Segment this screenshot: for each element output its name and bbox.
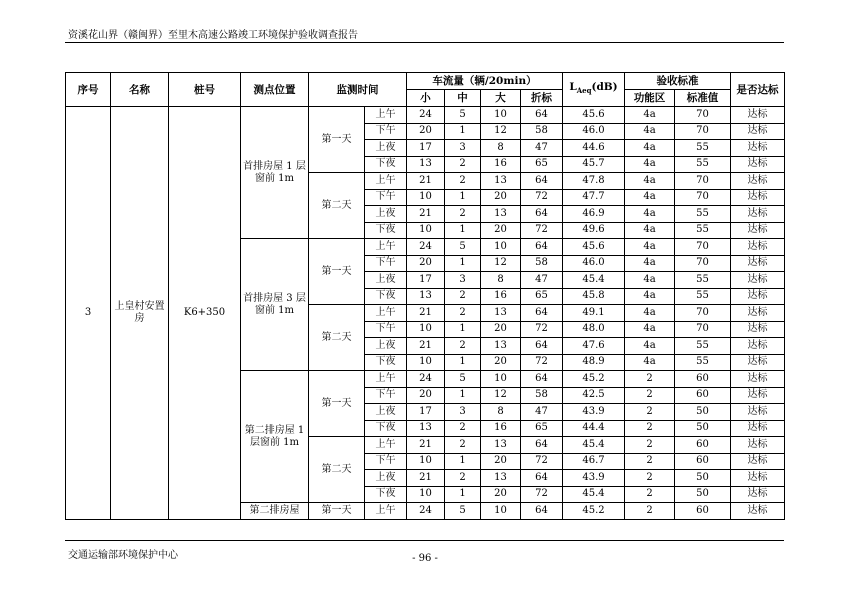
cell-zone: 2 — [625, 404, 675, 421]
cell-period: 下夜 — [365, 222, 407, 239]
cell-compliant: 达标 — [731, 206, 785, 223]
footer-organization: 交通运输部环境保护中心 — [68, 550, 178, 561]
cell-small: 21 — [407, 173, 445, 190]
cell-zone: 2 — [625, 486, 675, 503]
cell-point: 首排房屋 1 层窗前 1m — [241, 107, 309, 239]
cell-small: 13 — [407, 420, 445, 437]
cell-limit: 55 — [675, 222, 731, 239]
cell-laeq: 44.6 — [563, 140, 625, 157]
cell-laeq: 45.2 — [563, 371, 625, 388]
cell-zone: 4a — [625, 173, 675, 190]
cell-zone: 4a — [625, 305, 675, 322]
cell-large: 10 — [481, 371, 521, 388]
cell-limit: 55 — [675, 288, 731, 305]
col-header-stake: 桩号 — [169, 73, 241, 107]
cell-medium: 2 — [445, 173, 481, 190]
cell-point: 首排房屋 3 层窗前 1m — [241, 239, 309, 371]
cell-medium: 1 — [445, 387, 481, 404]
cell-small: 13 — [407, 288, 445, 305]
cell-zone: 4a — [625, 239, 675, 256]
cell-compliant: 达标 — [731, 503, 785, 520]
cell-limit: 50 — [675, 420, 731, 437]
cell-small: 17 — [407, 140, 445, 157]
cell-compliant: 达标 — [731, 140, 785, 157]
cell-zone: 4a — [625, 222, 675, 239]
cell-compliant: 达标 — [731, 486, 785, 503]
cell-medium: 1 — [445, 354, 481, 371]
cell-small: 24 — [407, 503, 445, 520]
cell-limit: 60 — [675, 503, 731, 520]
cell-medium: 1 — [445, 321, 481, 338]
cell-zone: 4a — [625, 354, 675, 371]
cell-limit: 55 — [675, 338, 731, 355]
noise-monitoring-table — [65, 72, 785, 520]
cell-large: 20 — [481, 189, 521, 206]
cell-large: 13 — [481, 338, 521, 355]
cell-small: 13 — [407, 156, 445, 173]
cell-laeq: 49.6 — [563, 222, 625, 239]
cell-laeq: 43.9 — [563, 404, 625, 421]
cell-compliant: 达标 — [731, 239, 785, 256]
col-header-converted: 折标 — [521, 90, 563, 107]
cell-laeq: 45.6 — [563, 239, 625, 256]
header-divider — [65, 42, 784, 43]
cell-limit: 70 — [675, 321, 731, 338]
cell-small: 17 — [407, 272, 445, 289]
cell-zone: 2 — [625, 470, 675, 487]
cell-zone: 4a — [625, 189, 675, 206]
cell-small: 21 — [407, 470, 445, 487]
cell-period: 上午 — [365, 503, 407, 520]
cell-laeq: 46.7 — [563, 453, 625, 470]
cell-limit: 60 — [675, 437, 731, 454]
cell-compliant: 达标 — [731, 189, 785, 206]
cell-small: 10 — [407, 486, 445, 503]
cell-small: 20 — [407, 255, 445, 272]
cell-period: 上夜 — [365, 470, 407, 487]
col-header-time: 监测时间 — [309, 73, 407, 107]
cell-small: 10 — [407, 189, 445, 206]
col-header-zone: 功能区 — [625, 90, 675, 107]
cell-small: 20 — [407, 123, 445, 140]
cell-small: 21 — [407, 305, 445, 322]
cell-compliant: 达标 — [731, 222, 785, 239]
cell-period: 下午 — [365, 321, 407, 338]
cell-zone: 4a — [625, 140, 675, 157]
cell-medium: 2 — [445, 206, 481, 223]
cell-period: 下午 — [365, 453, 407, 470]
cell-period: 下午 — [365, 123, 407, 140]
cell-medium: 5 — [445, 107, 481, 124]
col-header-small: 小 — [407, 90, 445, 107]
cell-laeq: 48.9 — [563, 354, 625, 371]
col-header-laeq: $L_{Aeq}(dB)$ — [563, 73, 625, 107]
cell-limit: 70 — [675, 123, 731, 140]
table-row — [66, 107, 785, 124]
cell-converted: 64 — [521, 470, 563, 487]
cell-small: 10 — [407, 321, 445, 338]
cell-zone: 2 — [625, 420, 675, 437]
cell-medium: 2 — [445, 338, 481, 355]
cell-large: 10 — [481, 239, 521, 256]
cell-compliant: 达标 — [731, 255, 785, 272]
cell-zone: 4a — [625, 107, 675, 124]
cell-compliant: 达标 — [731, 305, 785, 322]
cell-large: 20 — [481, 321, 521, 338]
cell-large: 8 — [481, 272, 521, 289]
cell-compliant: 达标 — [731, 453, 785, 470]
cell-compliant: 达标 — [731, 437, 785, 454]
cell-small: 24 — [407, 239, 445, 256]
cell-small: 17 — [407, 404, 445, 421]
cell-converted: 47 — [521, 272, 563, 289]
cell-large: 13 — [481, 206, 521, 223]
cell-period: 上夜 — [365, 404, 407, 421]
cell-laeq: 45.4 — [563, 272, 625, 289]
cell-laeq: 45.8 — [563, 288, 625, 305]
cell-medium: 2 — [445, 420, 481, 437]
table-body — [66, 107, 785, 520]
cell-laeq: 49.1 — [563, 305, 625, 322]
cell-period: 上夜 — [365, 140, 407, 157]
cell-large: 10 — [481, 107, 521, 124]
cell-medium: 2 — [445, 156, 481, 173]
cell-large: 12 — [481, 387, 521, 404]
cell-small: 10 — [407, 222, 445, 239]
cell-small: 24 — [407, 371, 445, 388]
cell-day: 第一天 — [309, 239, 365, 305]
cell-seq: 3 — [66, 107, 111, 520]
cell-large: 20 — [481, 453, 521, 470]
cell-converted: 58 — [521, 123, 563, 140]
cell-limit: 70 — [675, 107, 731, 124]
cell-zone: 2 — [625, 453, 675, 470]
cell-limit: 55 — [675, 354, 731, 371]
cell-laeq: 48.0 — [563, 321, 625, 338]
cell-period: 下夜 — [365, 156, 407, 173]
cell-medium: 1 — [445, 222, 481, 239]
cell-small: 21 — [407, 437, 445, 454]
cell-period: 上午 — [365, 437, 407, 454]
cell-compliant: 达标 — [731, 272, 785, 289]
cell-day: 第一天 — [309, 371, 365, 437]
cell-compliant: 达标 — [731, 387, 785, 404]
cell-compliant: 达标 — [731, 470, 785, 487]
col-header-standard: 验收标准 — [625, 73, 731, 90]
col-header-compliant: 是否达标 — [731, 73, 785, 107]
cell-converted: 64 — [521, 173, 563, 190]
cell-limit: 70 — [675, 189, 731, 206]
cell-limit: 55 — [675, 206, 731, 223]
col-header-traffic: 车流量（辆/20min） — [407, 73, 563, 90]
cell-compliant: 达标 — [731, 420, 785, 437]
cell-period: 上午 — [365, 173, 407, 190]
cell-medium: 1 — [445, 453, 481, 470]
cell-day: 第一天 — [309, 107, 365, 173]
cell-laeq: 45.4 — [563, 437, 625, 454]
cell-laeq: 45.6 — [563, 107, 625, 124]
cell-medium: 2 — [445, 437, 481, 454]
cell-laeq: 45.4 — [563, 486, 625, 503]
cell-limit: 50 — [675, 486, 731, 503]
cell-limit: 60 — [675, 387, 731, 404]
cell-large: 13 — [481, 173, 521, 190]
cell-day: 第二天 — [309, 305, 365, 371]
cell-large: 8 — [481, 140, 521, 157]
cell-laeq: 46.0 — [563, 255, 625, 272]
cell-medium: 5 — [445, 371, 481, 388]
cell-large: 16 — [481, 288, 521, 305]
cell-large: 12 — [481, 123, 521, 140]
cell-large: 8 — [481, 404, 521, 421]
cell-laeq: 47.8 — [563, 173, 625, 190]
cell-converted: 58 — [521, 387, 563, 404]
cell-limit: 60 — [675, 453, 731, 470]
cell-compliant: 达标 — [731, 371, 785, 388]
cell-stake: K6+350 — [169, 107, 241, 520]
cell-compliant: 达标 — [731, 156, 785, 173]
cell-limit: 70 — [675, 173, 731, 190]
cell-zone: 2 — [625, 371, 675, 388]
cell-converted: 64 — [521, 371, 563, 388]
cell-period: 下夜 — [365, 288, 407, 305]
cell-zone: 4a — [625, 272, 675, 289]
cell-limit: 55 — [675, 140, 731, 157]
cell-limit: 70 — [675, 305, 731, 322]
cell-point: 第二排房屋 1 层窗前 1m — [241, 371, 309, 503]
cell-laeq: 42.5 — [563, 387, 625, 404]
cell-compliant: 达标 — [731, 338, 785, 355]
cell-laeq: 44.4 — [563, 420, 625, 437]
cell-laeq: 47.6 — [563, 338, 625, 355]
cell-compliant: 达标 — [731, 404, 785, 421]
cell-laeq: 43.9 — [563, 470, 625, 487]
cell-compliant: 达标 — [731, 288, 785, 305]
cell-period: 上夜 — [365, 338, 407, 355]
cell-converted: 64 — [521, 305, 563, 322]
cell-large: 20 — [481, 486, 521, 503]
cell-small: 21 — [407, 338, 445, 355]
cell-period: 下夜 — [365, 420, 407, 437]
footer-divider — [65, 540, 784, 541]
cell-period: 上午 — [365, 371, 407, 388]
cell-medium: 1 — [445, 189, 481, 206]
cell-limit: 50 — [675, 470, 731, 487]
cell-converted: 47 — [521, 140, 563, 157]
cell-point: 第二排房屋 — [241, 503, 309, 520]
cell-limit: 55 — [675, 272, 731, 289]
cell-laeq: 46.9 — [563, 206, 625, 223]
cell-converted: 64 — [521, 338, 563, 355]
cell-medium: 3 — [445, 140, 481, 157]
cell-zone: 4a — [625, 288, 675, 305]
cell-medium: 5 — [445, 239, 481, 256]
cell-converted: 65 — [521, 288, 563, 305]
col-header-name: 名称 — [111, 73, 169, 107]
cell-laeq: 45.2 — [563, 503, 625, 520]
col-header-medium: 中 — [445, 90, 481, 107]
cell-name: 上皇村安置房 — [111, 107, 169, 520]
cell-converted: 64 — [521, 206, 563, 223]
cell-period: 下午 — [365, 189, 407, 206]
cell-day: 第一天 — [309, 503, 365, 520]
cell-zone: 4a — [625, 321, 675, 338]
cell-converted: 72 — [521, 486, 563, 503]
cell-small: 10 — [407, 453, 445, 470]
cell-zone: 2 — [625, 437, 675, 454]
cell-day: 第二天 — [309, 173, 365, 239]
cell-small: 21 — [407, 206, 445, 223]
cell-period: 上午 — [365, 107, 407, 124]
cell-medium: 2 — [445, 470, 481, 487]
cell-period: 下午 — [365, 255, 407, 272]
cell-limit: 50 — [675, 404, 731, 421]
cell-limit: 70 — [675, 239, 731, 256]
cell-medium: 3 — [445, 272, 481, 289]
cell-zone: 4a — [625, 123, 675, 140]
cell-day: 第二天 — [309, 437, 365, 503]
cell-limit: 55 — [675, 156, 731, 173]
cell-period: 下午 — [365, 387, 407, 404]
cell-compliant: 达标 — [731, 173, 785, 190]
cell-converted: 65 — [521, 420, 563, 437]
cell-converted: 64 — [521, 107, 563, 124]
cell-converted: 72 — [521, 189, 563, 206]
cell-medium: 1 — [445, 123, 481, 140]
cell-converted: 72 — [521, 453, 563, 470]
cell-converted: 64 — [521, 503, 563, 520]
cell-large: 13 — [481, 470, 521, 487]
cell-converted: 47 — [521, 404, 563, 421]
cell-compliant: 达标 — [731, 354, 785, 371]
cell-compliant: 达标 — [731, 123, 785, 140]
cell-period: 下夜 — [365, 354, 407, 371]
cell-period: 上午 — [365, 305, 407, 322]
cell-zone: 4a — [625, 338, 675, 355]
cell-large: 20 — [481, 222, 521, 239]
page-number: - 96 - — [412, 553, 438, 564]
cell-medium: 2 — [445, 288, 481, 305]
cell-converted: 58 — [521, 255, 563, 272]
cell-medium: 5 — [445, 503, 481, 520]
col-header-point: 测点位置 — [241, 73, 309, 107]
cell-laeq: 47.7 — [563, 189, 625, 206]
cell-large: 10 — [481, 503, 521, 520]
cell-converted: 64 — [521, 437, 563, 454]
cell-large: 13 — [481, 305, 521, 322]
cell-converted: 72 — [521, 354, 563, 371]
cell-limit: 70 — [675, 255, 731, 272]
cell-laeq: 45.7 — [563, 156, 625, 173]
cell-zone: 2 — [625, 387, 675, 404]
cell-large: 20 — [481, 354, 521, 371]
cell-small: 24 — [407, 107, 445, 124]
cell-period: 下夜 — [365, 486, 407, 503]
cell-period: 上午 — [365, 239, 407, 256]
cell-small: 20 — [407, 387, 445, 404]
col-header-large: 大 — [481, 90, 521, 107]
cell-medium: 1 — [445, 255, 481, 272]
col-header-seq: 序号 — [66, 73, 111, 107]
cell-large: 16 — [481, 156, 521, 173]
cell-large: 12 — [481, 255, 521, 272]
cell-compliant: 达标 — [731, 107, 785, 124]
cell-period: 上夜 — [365, 272, 407, 289]
cell-converted: 64 — [521, 239, 563, 256]
cell-medium: 1 — [445, 486, 481, 503]
cell-zone: 4a — [625, 156, 675, 173]
cell-converted: 72 — [521, 222, 563, 239]
cell-period: 上夜 — [365, 206, 407, 223]
cell-compliant: 达标 — [731, 321, 785, 338]
report-header-title: 资溪花山界（赣闽界）至里木高速公路竣工环境保护验收调查报告 — [68, 30, 358, 41]
cell-converted: 65 — [521, 156, 563, 173]
cell-zone: 2 — [625, 503, 675, 520]
cell-small: 10 — [407, 354, 445, 371]
cell-medium: 3 — [445, 404, 481, 421]
cell-zone: 4a — [625, 255, 675, 272]
cell-zone: 4a — [625, 206, 675, 223]
cell-converted: 72 — [521, 321, 563, 338]
cell-laeq: 46.0 — [563, 123, 625, 140]
cell-limit: 60 — [675, 371, 731, 388]
cell-medium: 2 — [445, 305, 481, 322]
cell-large: 13 — [481, 437, 521, 454]
col-header-limit: 标准值 — [675, 90, 731, 107]
cell-large: 16 — [481, 420, 521, 437]
